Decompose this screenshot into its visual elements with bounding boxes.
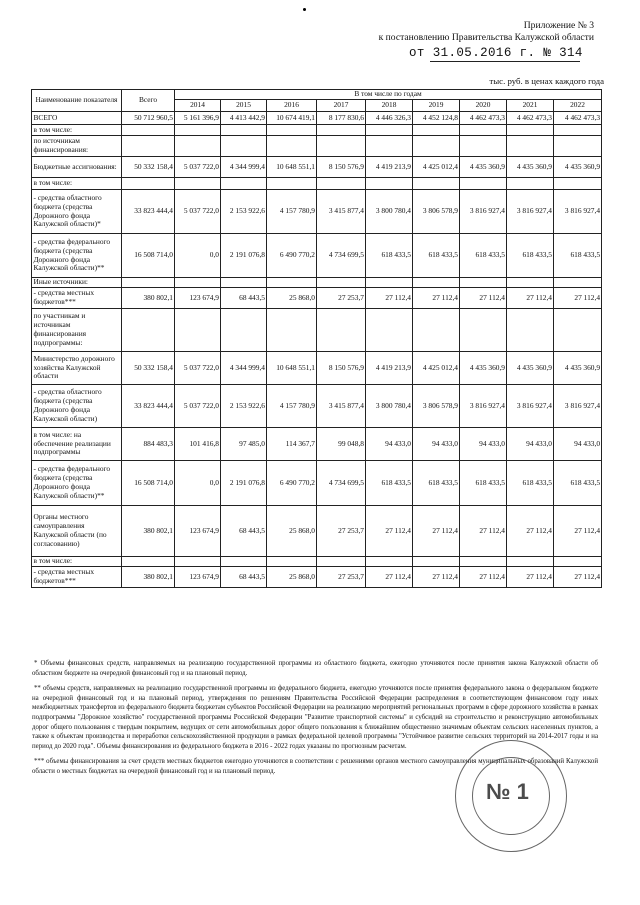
year-value-cell: 618 433,5 — [460, 234, 507, 278]
row-label: ВСЕГО — [32, 112, 122, 125]
total-cell: 380 802,1 — [122, 567, 175, 588]
year-value-cell — [554, 136, 602, 157]
year-value-cell: 618 433,5 — [507, 461, 554, 506]
column-header-name: Наименование показателя — [32, 90, 122, 112]
year-value-cell: 618 433,5 — [366, 234, 413, 278]
year-value-cell: 4 462 473,3 — [554, 112, 602, 125]
total-cell — [122, 309, 175, 352]
resolution-date-number: от 31.05.2016 г. № 314 — [409, 46, 583, 60]
year-value-cell — [413, 125, 460, 136]
resolution-reference: к постановлению Правительства Калужской области — [378, 32, 594, 43]
total-cell — [122, 136, 175, 157]
year-header: 2019 — [413, 100, 460, 112]
year-value-cell: 3 800 780,4 — [366, 190, 413, 234]
total-cell — [122, 125, 175, 136]
row-label: - средства областного бюджета (средства Дорожного фонда Калужской области)* — [32, 190, 122, 234]
row-label: Иные источники: — [32, 278, 122, 288]
year-value-cell: 27 112,4 — [366, 506, 413, 557]
year-header: 2018 — [366, 100, 413, 112]
year-value-cell: 3 816 927,4 — [460, 190, 507, 234]
total-cell — [122, 557, 175, 567]
year-value-cell: 4 419 213,9 — [366, 352, 413, 385]
underline — [430, 61, 580, 62]
year-value-cell: 27 112,4 — [507, 506, 554, 557]
year-value-cell: 3 806 578,9 — [413, 190, 460, 234]
table-row — [32, 136, 602, 157]
table-row — [32, 234, 602, 278]
table-row — [32, 428, 602, 461]
year-value-cell: 5 037 722,0 — [175, 352, 221, 385]
year-value-cell: 94 433,0 — [366, 428, 413, 461]
year-value-cell: 10 648 551,1 — [267, 157, 317, 178]
year-value-cell: 4 344 999,4 — [221, 352, 267, 385]
year-value-cell: 5 037 722,0 — [175, 190, 221, 234]
year-value-cell: 4 462 473,3 — [507, 112, 554, 125]
appendix-title: Приложение № 3 — [523, 20, 594, 31]
year-header: 2016 — [267, 100, 317, 112]
year-value-cell: 3 415 877,4 — [317, 190, 366, 234]
year-value-cell — [221, 278, 267, 288]
year-value-cell — [366, 278, 413, 288]
document-header — [379, 20, 594, 44]
year-value-cell: 5 037 722,0 — [175, 385, 221, 428]
year-value-cell — [221, 309, 267, 352]
total-cell: 16 508 714,0 — [122, 234, 175, 278]
year-value-cell — [507, 278, 554, 288]
row-label: - средства федерального бюджета (средства Дорожного фонда Калужской области)** — [32, 234, 122, 278]
table-row — [32, 288, 602, 309]
year-value-cell: 618 433,5 — [460, 461, 507, 506]
year-value-cell — [175, 136, 221, 157]
year-value-cell — [267, 136, 317, 157]
year-value-cell: 4 344 999,4 — [221, 157, 267, 178]
year-value-cell: 27 112,4 — [413, 506, 460, 557]
year-value-cell: 6 490 770,2 — [267, 234, 317, 278]
year-value-cell: 4 435 360,9 — [554, 352, 602, 385]
year-value-cell: 27 112,4 — [507, 288, 554, 309]
table-row — [32, 190, 602, 234]
total-cell: 380 802,1 — [122, 288, 175, 309]
year-value-cell: 25 868,0 — [267, 506, 317, 557]
year-value-cell: 27 112,4 — [460, 567, 507, 588]
year-value-cell — [460, 178, 507, 190]
year-value-cell: 27 253,7 — [317, 567, 366, 588]
year-value-cell: 4 734 699,5 — [317, 234, 366, 278]
year-value-cell: 3 806 578,9 — [413, 385, 460, 428]
year-value-cell: 10 648 551,1 — [267, 352, 317, 385]
year-value-cell — [413, 557, 460, 567]
row-label: Бюджетные ассигнования: — [32, 157, 122, 178]
year-value-cell: 3 800 780,4 — [366, 385, 413, 428]
table-row — [32, 112, 602, 125]
year-value-cell: 114 367,7 — [267, 428, 317, 461]
year-value-cell — [366, 178, 413, 190]
year-value-cell — [366, 557, 413, 567]
year-value-cell: 27 112,4 — [460, 288, 507, 309]
year-value-cell: 27 112,4 — [366, 567, 413, 588]
year-value-cell — [507, 309, 554, 352]
financing-table — [31, 89, 602, 588]
table-row — [32, 557, 602, 567]
year-value-cell — [460, 125, 507, 136]
year-value-cell: 3 816 927,4 — [507, 385, 554, 428]
year-value-cell: 94 433,0 — [460, 428, 507, 461]
year-value-cell — [413, 136, 460, 157]
year-value-cell — [317, 278, 366, 288]
year-value-cell: 27 112,4 — [507, 567, 554, 588]
table-row — [32, 278, 602, 288]
table-row — [32, 157, 602, 178]
year-value-cell: 2 153 922,6 — [221, 385, 267, 428]
year-value-cell — [317, 125, 366, 136]
year-value-cell — [554, 557, 602, 567]
table-row — [32, 461, 602, 506]
year-value-cell: 5 037 722,0 — [175, 157, 221, 178]
row-label: в том числе: — [32, 125, 122, 136]
row-label: в том числе: — [32, 557, 122, 567]
year-value-cell: 8 150 576,9 — [317, 352, 366, 385]
year-value-cell — [267, 125, 317, 136]
year-value-cell: 618 433,5 — [413, 234, 460, 278]
year-value-cell — [175, 278, 221, 288]
year-value-cell: 25 868,0 — [267, 288, 317, 309]
year-value-cell: 4 452 124,8 — [413, 112, 460, 125]
total-cell: 33 823 444,4 — [122, 190, 175, 234]
year-value-cell — [554, 278, 602, 288]
year-value-cell — [413, 178, 460, 190]
year-value-cell — [460, 278, 507, 288]
row-label: - средства местных бюджетов*** — [32, 567, 122, 588]
total-cell: 16 508 714,0 — [122, 461, 175, 506]
units-note: тыс. руб. в ценах каждого года — [489, 76, 604, 86]
year-value-cell: 8 177 830,6 — [317, 112, 366, 125]
year-value-cell: 27 112,4 — [554, 567, 602, 588]
year-value-cell: 6 490 770,2 — [267, 461, 317, 506]
year-value-cell — [366, 136, 413, 157]
official-seal — [455, 740, 567, 852]
total-cell: 380 802,1 — [122, 506, 175, 557]
year-value-cell — [317, 178, 366, 190]
column-header-total: Всего — [122, 90, 175, 112]
table-row — [32, 506, 602, 557]
row-label: - средства федерального бюджета (средства Дорожного фонда Калужской области)** — [32, 461, 122, 506]
year-value-cell: 27 112,4 — [554, 506, 602, 557]
table-row — [32, 352, 602, 385]
year-value-cell: 618 433,5 — [554, 461, 602, 506]
row-label: в том числе: на обеспечение реализации подпрограммы — [32, 428, 122, 461]
year-value-cell: 25 868,0 — [267, 567, 317, 588]
year-value-cell — [317, 557, 366, 567]
year-value-cell — [460, 557, 507, 567]
year-value-cell — [317, 309, 366, 352]
year-value-cell: 4 413 442,9 — [221, 112, 267, 125]
year-value-cell: 4 425 012,4 — [413, 352, 460, 385]
year-value-cell: 123 674,9 — [175, 506, 221, 557]
year-value-cell: 27 112,4 — [554, 288, 602, 309]
year-value-cell: 5 161 396,9 — [175, 112, 221, 125]
year-value-cell — [507, 557, 554, 567]
row-label: - средства областного бюджета (средства Дорожного фонда Калужской области) — [32, 385, 122, 428]
year-value-cell — [175, 125, 221, 136]
year-value-cell: 3 816 927,4 — [460, 385, 507, 428]
footnote: ** объемы средств, направляемых на реализацию государственной программы из федерального бюджета, ежегодно уточняются после принятия федерального закона о федеральном бюджете на очередной финансовый год и на плановый период, утверждения по решениям Правительства Российской Федерации распределения в соответствующем финансовом году иных межбюджетных трансфертов из федерального бюджета бюджетам субъектов Российской Федерации на реализацию мероприятий региональных программ в сфере дорожного хозяйства в рамках подпрограммы "Дорожное хозяйство" государственной программы Российской Федерации "Развитие транспортной системы" и субсидий на строительство и реконструкцию автомобильных дорог общего пользования с твердым покрытием, ведущих от сети автомобильных дорог общего пользования к ближайшим общественно значимым объектам сельских населенных пунктов, а также к объектам производства и переработки сельскохозяйственной продукции в рамках федеральной целевой программы "Устойчивое развитие сельских территорий на 2014-2017 годы и на период до 2020 года". Объемы финансирования из федерального бюджета в 2016 - 2022 годах указаны по прогнозным расчетам. — [32, 685, 598, 750]
total-cell: 50 332 158,4 — [122, 157, 175, 178]
year-value-cell — [507, 178, 554, 190]
year-value-cell: 4 419 213,9 — [366, 157, 413, 178]
year-value-cell: 4 435 360,9 — [507, 157, 554, 178]
total-cell: 50 332 158,4 — [122, 352, 175, 385]
year-value-cell: 68 443,5 — [221, 288, 267, 309]
year-value-cell: 2 191 076,8 — [221, 234, 267, 278]
year-value-cell: 4 435 360,9 — [460, 352, 507, 385]
total-cell — [122, 178, 175, 190]
year-value-cell: 618 433,5 — [507, 234, 554, 278]
year-value-cell — [413, 278, 460, 288]
year-value-cell — [554, 309, 602, 352]
year-value-cell — [507, 125, 554, 136]
year-value-cell: 618 433,5 — [366, 461, 413, 506]
year-value-cell — [267, 309, 317, 352]
year-header: 2017 — [317, 100, 366, 112]
table-row — [32, 125, 602, 136]
year-value-cell: 27 112,4 — [366, 288, 413, 309]
year-value-cell — [460, 309, 507, 352]
year-value-cell: 3 415 877,4 — [317, 385, 366, 428]
year-value-cell: 123 674,9 — [175, 567, 221, 588]
total-cell: 884 483,3 — [122, 428, 175, 461]
year-value-cell: 97 485,0 — [221, 428, 267, 461]
table-row — [32, 178, 602, 190]
year-value-cell — [175, 309, 221, 352]
year-value-cell: 618 433,5 — [554, 234, 602, 278]
year-header: 2014 — [175, 100, 221, 112]
year-value-cell: 68 443,5 — [221, 567, 267, 588]
year-value-cell: 618 433,5 — [413, 461, 460, 506]
year-value-cell: 3 816 927,4 — [554, 385, 602, 428]
year-value-cell — [175, 557, 221, 567]
scan-dot — [303, 8, 306, 11]
table-row — [32, 309, 602, 352]
year-value-cell: 4 157 780,9 — [267, 385, 317, 428]
year-header: 2020 — [460, 100, 507, 112]
year-value-cell: 4 446 326,3 — [366, 112, 413, 125]
year-header: 2021 — [507, 100, 554, 112]
row-label: по участникам и источникам финансирования подпрограммы: — [32, 309, 122, 352]
year-value-cell — [267, 557, 317, 567]
year-value-cell: 94 433,0 — [554, 428, 602, 461]
year-value-cell: 123 674,9 — [175, 288, 221, 309]
year-value-cell: 0,0 — [175, 234, 221, 278]
year-value-cell — [413, 309, 460, 352]
row-label: - средства местных бюджетов*** — [32, 288, 122, 309]
year-value-cell: 94 433,0 — [507, 428, 554, 461]
year-value-cell: 27 112,4 — [413, 567, 460, 588]
year-value-cell: 4 435 360,9 — [460, 157, 507, 178]
year-value-cell: 2 191 076,8 — [221, 461, 267, 506]
year-value-cell — [317, 136, 366, 157]
seal-number: № 1 — [486, 779, 529, 804]
year-value-cell: 27 112,4 — [413, 288, 460, 309]
year-value-cell — [366, 125, 413, 136]
year-value-cell: 4 462 473,3 — [460, 112, 507, 125]
year-value-cell — [366, 309, 413, 352]
year-header: 2015 — [221, 100, 267, 112]
total-cell: 50 712 960,5 — [122, 112, 175, 125]
year-value-cell — [221, 125, 267, 136]
year-value-cell: 99 048,8 — [317, 428, 366, 461]
total-cell — [122, 278, 175, 288]
year-value-cell: 3 816 927,4 — [554, 190, 602, 234]
total-cell: 33 823 444,4 — [122, 385, 175, 428]
year-value-cell — [554, 178, 602, 190]
year-value-cell: 2 153 922,6 — [221, 190, 267, 234]
row-label: по источникам финансирования: — [32, 136, 122, 157]
year-value-cell: 68 443,5 — [221, 506, 267, 557]
year-value-cell: 27 253,7 — [317, 506, 366, 557]
footnote: * Объемы финансовых средств, направляемых на реализацию государственной программы из областного бюджета, ежегодно уточняются после принятия закона Калужской области об областном бюджете на очередной финансовый год и на плановый период. — [32, 660, 598, 677]
year-value-cell — [507, 136, 554, 157]
year-value-cell — [221, 136, 267, 157]
row-label: в том числе: — [32, 178, 122, 190]
year-value-cell: 4 435 360,9 — [507, 352, 554, 385]
year-value-cell: 3 816 927,4 — [507, 190, 554, 234]
year-value-cell: 4 425 012,4 — [413, 157, 460, 178]
year-value-cell: 94 433,0 — [413, 428, 460, 461]
year-value-cell — [554, 125, 602, 136]
year-value-cell: 27 253,7 — [317, 288, 366, 309]
year-value-cell: 0,0 — [175, 461, 221, 506]
year-value-cell — [175, 178, 221, 190]
year-value-cell: 4 435 360,9 — [554, 157, 602, 178]
year-value-cell: 8 150 576,9 — [317, 157, 366, 178]
year-value-cell — [221, 178, 267, 190]
year-header: 2022 — [554, 100, 602, 112]
footnote: *** объемы финансирования за счет средств местных бюджетов ежегодно уточняются в соответствии с решениями органов местного самоуправления муниципальных образований Калужской области о местных бюджетах на очередной финансовый год и на плановый период. — [32, 758, 598, 775]
table-row — [32, 385, 602, 428]
year-value-cell — [460, 136, 507, 157]
year-value-cell: 10 674 419,1 — [267, 112, 317, 125]
table-row — [32, 567, 602, 588]
year-value-cell — [221, 557, 267, 567]
year-value-cell: 4 157 780,9 — [267, 190, 317, 234]
column-header-years-group: В том числе по годам — [175, 90, 602, 100]
year-value-cell: 27 112,4 — [460, 506, 507, 557]
year-value-cell: 101 416,8 — [175, 428, 221, 461]
year-value-cell — [267, 278, 317, 288]
year-value-cell: 4 734 699,5 — [317, 461, 366, 506]
row-label: Органы местного самоуправления Калужской области (по согласованию) — [32, 506, 122, 557]
year-value-cell — [267, 178, 317, 190]
row-label: Министерство дорожного хозяйства Калужской области — [32, 352, 122, 385]
